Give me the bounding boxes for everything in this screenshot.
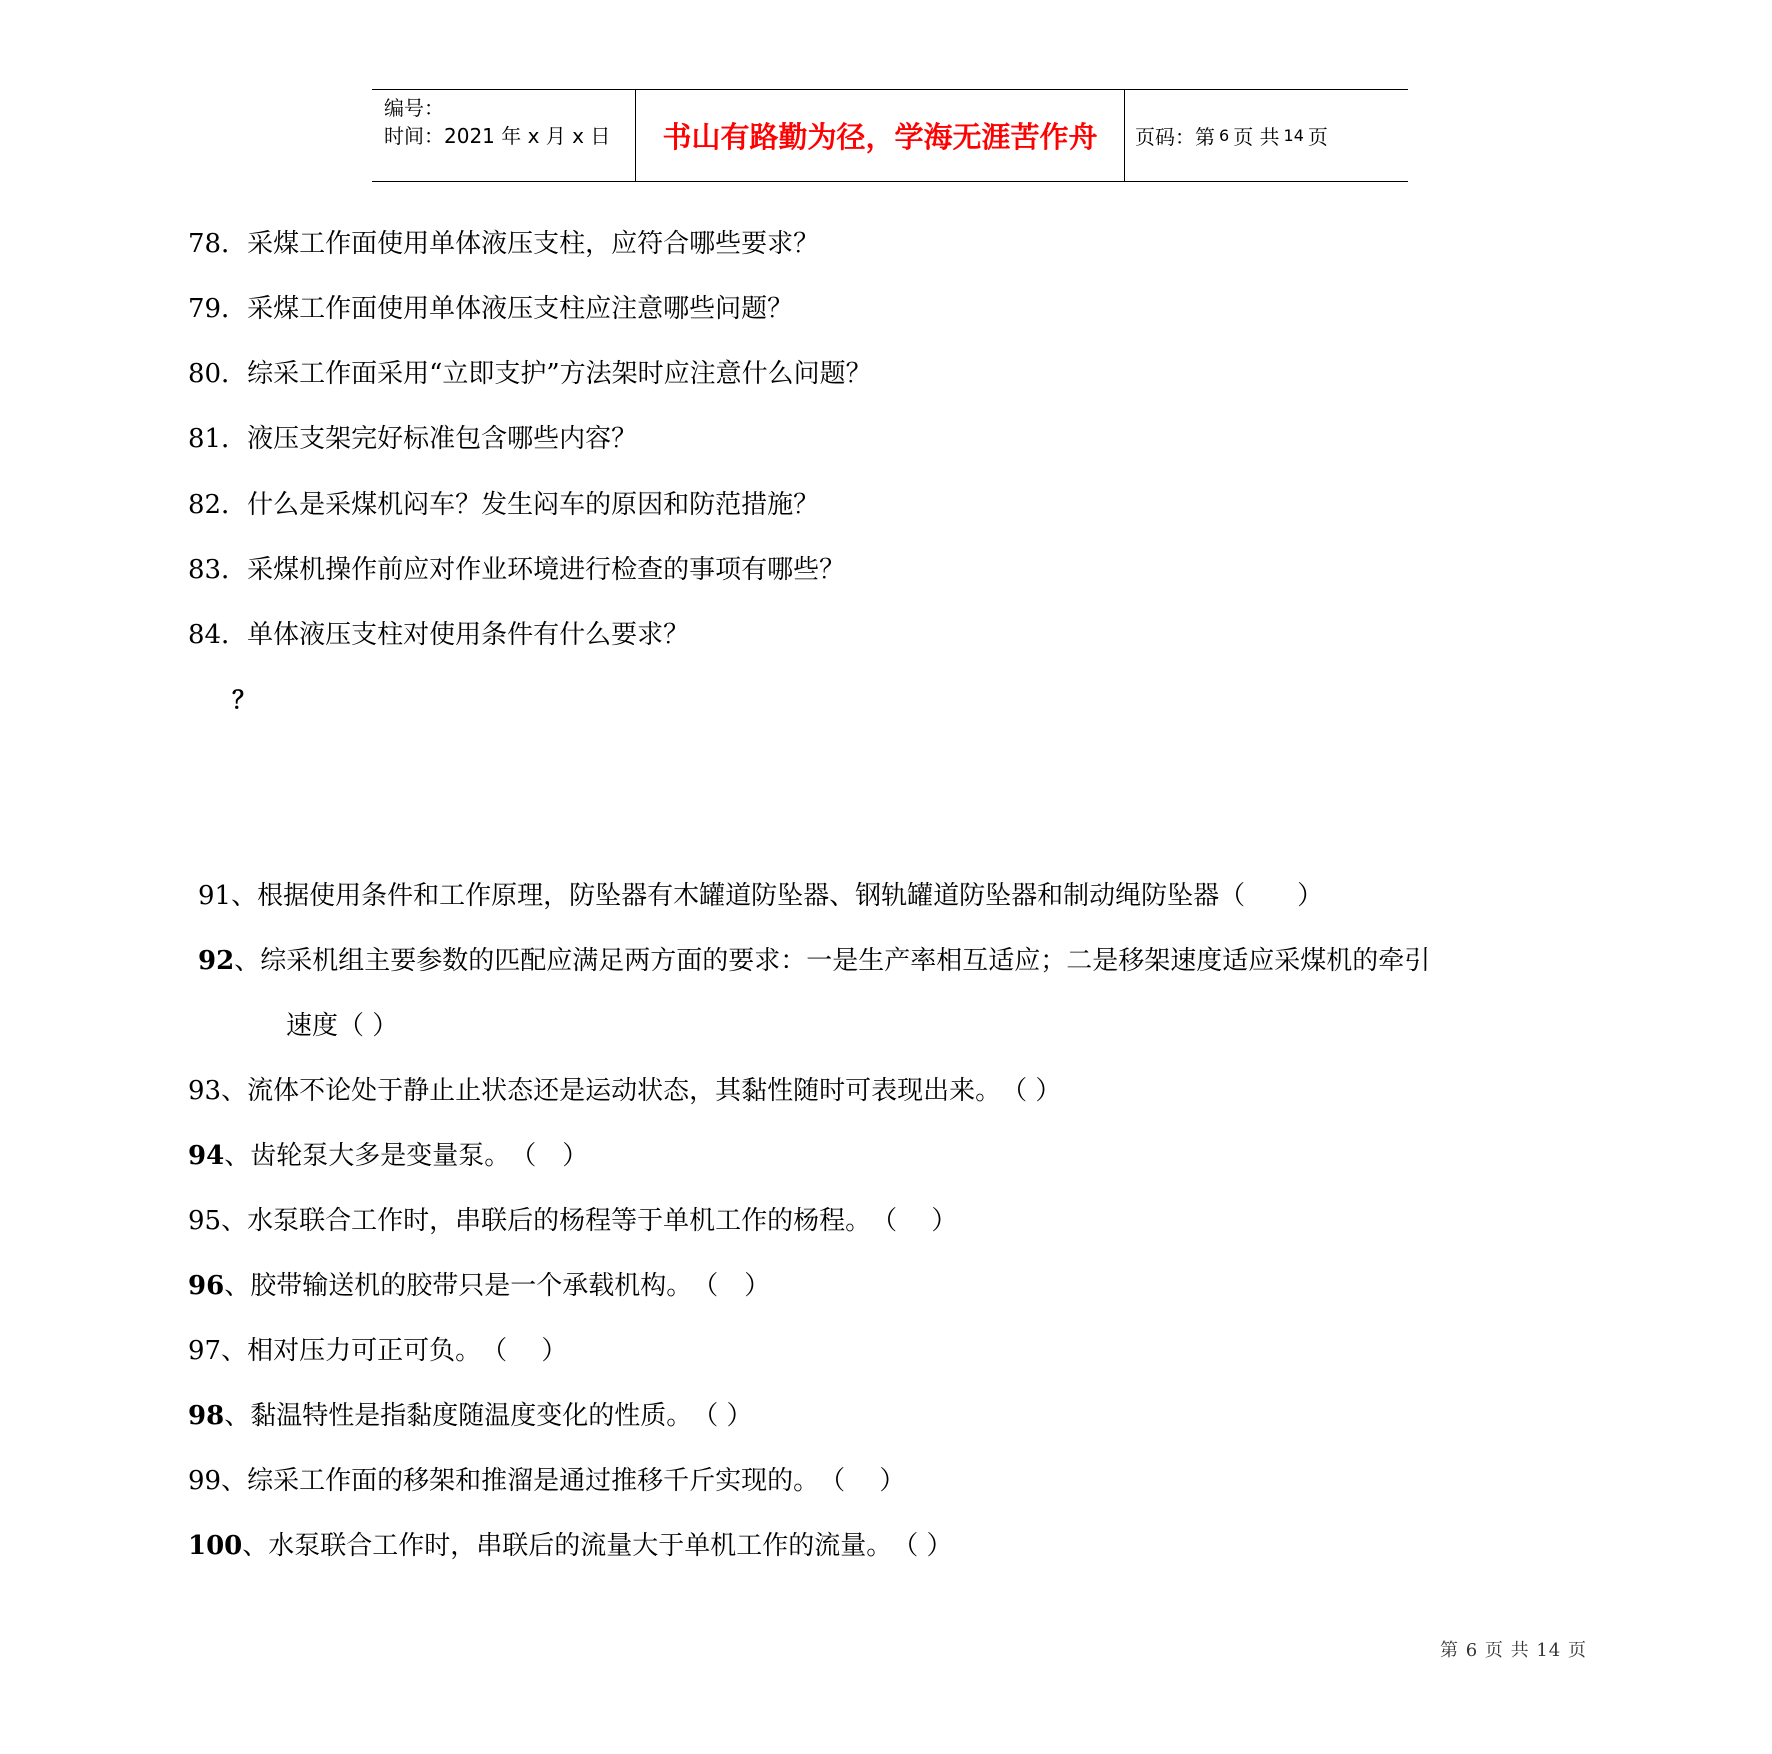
- judgment-item: [188, 1270, 770, 1302]
- judgment-number: 93: [188, 1076, 222, 1106]
- judgment-number: 95: [188, 1206, 222, 1236]
- judgment-item: [188, 1075, 1061, 1107]
- page-prefix: 页码：第: [1135, 125, 1215, 149]
- question-text: 采煤工作面使用单体液压支柱应注意哪些问题？: [247, 294, 794, 324]
- question-number: 81．: [188, 424, 248, 454]
- time-label: 时间：2021 年 x 月 x 日: [384, 124, 611, 148]
- question-item: [188, 423, 637, 455]
- judgment-continuation: [286, 1010, 398, 1042]
- judgment-text: 速度（ ）: [286, 1011, 399, 1041]
- page-current: 6: [1219, 126, 1230, 145]
- page-total: 14: [1283, 126, 1304, 145]
- judgment-number: 96: [188, 1271, 225, 1301]
- judgment-item: [188, 1205, 957, 1237]
- header-meta-cell: [372, 90, 636, 181]
- judgment-item: [188, 1465, 905, 1497]
- judgment-number: 91: [198, 881, 232, 911]
- judgment-number: 98: [188, 1401, 225, 1431]
- judgment-text: 、流体不论处于静止止状态还是运动状态，其黏性随时可表现出来。 （ ）: [221, 1076, 1062, 1106]
- judgment-text: 、相对压力可正可负。 （ ）: [221, 1336, 568, 1366]
- judgment-item: [188, 1335, 567, 1367]
- page-footer: 第 6 页 共 14 页: [1440, 1640, 1587, 1661]
- question-text: 采煤工作面使用单体液压支柱，应符合哪些要求？: [247, 229, 820, 259]
- judgment-item: [188, 1400, 752, 1432]
- judgment-text: 、根据使用条件和工作原理，防坠器有木罐道防坠器、钢轨罐道防坠器和制动绳防坠器（ ）: [231, 881, 1324, 911]
- motto-cell: [636, 90, 1125, 181]
- question-item: [188, 489, 819, 521]
- question-item: [188, 228, 819, 260]
- question-text: 单体液压支柱对使用条件有什么要求？: [247, 620, 690, 650]
- judgment-number: 100: [188, 1531, 243, 1561]
- question-number: 82．: [188, 490, 248, 520]
- question-number: 78．: [188, 229, 248, 259]
- question-number: 83．: [188, 555, 248, 585]
- stray-mark: ？: [232, 685, 256, 714]
- judgment-item: [188, 1140, 588, 1172]
- number-label: 编号：: [384, 96, 444, 120]
- question-number: 84．: [188, 620, 248, 650]
- question-text: 什么是采煤机闷车？发生闷车的原因和防范措施？: [247, 490, 820, 520]
- page-suffix: 页: [1307, 125, 1328, 149]
- judgment-number: 97: [188, 1336, 222, 1366]
- question-item: [188, 554, 845, 586]
- judgment-number: 99: [188, 1466, 222, 1496]
- judgment-item: [198, 880, 1323, 912]
- page-number-cell: [1125, 90, 1408, 181]
- judgment-number: 94: [188, 1141, 225, 1171]
- question-number: 80．: [188, 359, 248, 389]
- question-text: 综采工作面采用“立即支护”方法架时应注意什么问题？: [247, 359, 872, 389]
- question-text: 采煤机操作前应对作业环境进行检查的事项有哪些？: [247, 555, 846, 585]
- judgment-text: 、胶带输送机的胶带只是一个承载机构。 （ ）: [224, 1271, 771, 1301]
- judgment-text: 、综采机组主要参数的匹配应满足两方面的要求：一是生产率相互适应；二是移架速度适应采煤机的牵引: [234, 946, 1431, 976]
- judgment-text: 、综采工作面的移架和推溜是通过推移千斤实现的。 （ ）: [221, 1466, 906, 1496]
- question-item: [188, 619, 689, 651]
- judgment-text: 、齿轮泵大多是变量泵。 （ ）: [224, 1141, 589, 1171]
- judgment-text: 、水泵联合工作时，串联后的流量大于单机工作的流量。 （ ）: [242, 1531, 953, 1561]
- judgment-text: 、水泵联合工作时，串联后的杨程等于单机工作的杨程。 （ ）: [221, 1206, 958, 1236]
- judgment-text: 、黏温特性是指黏度随温度变化的性质。 （ ）: [224, 1401, 753, 1431]
- question-item: [188, 293, 793, 325]
- page-mid: 页 共: [1233, 125, 1280, 149]
- question-text: 液压支架完好标准包含哪些内容？: [247, 424, 638, 454]
- motto: 书山有路勤为径，学海无涯苦作舟: [662, 120, 1098, 154]
- judgment-number: 92: [198, 946, 235, 976]
- page-header: [372, 89, 1408, 182]
- question-number: 79．: [188, 294, 248, 324]
- judgment-item: [198, 945, 1430, 977]
- judgment-item: [188, 1530, 953, 1562]
- question-item: [188, 358, 872, 390]
